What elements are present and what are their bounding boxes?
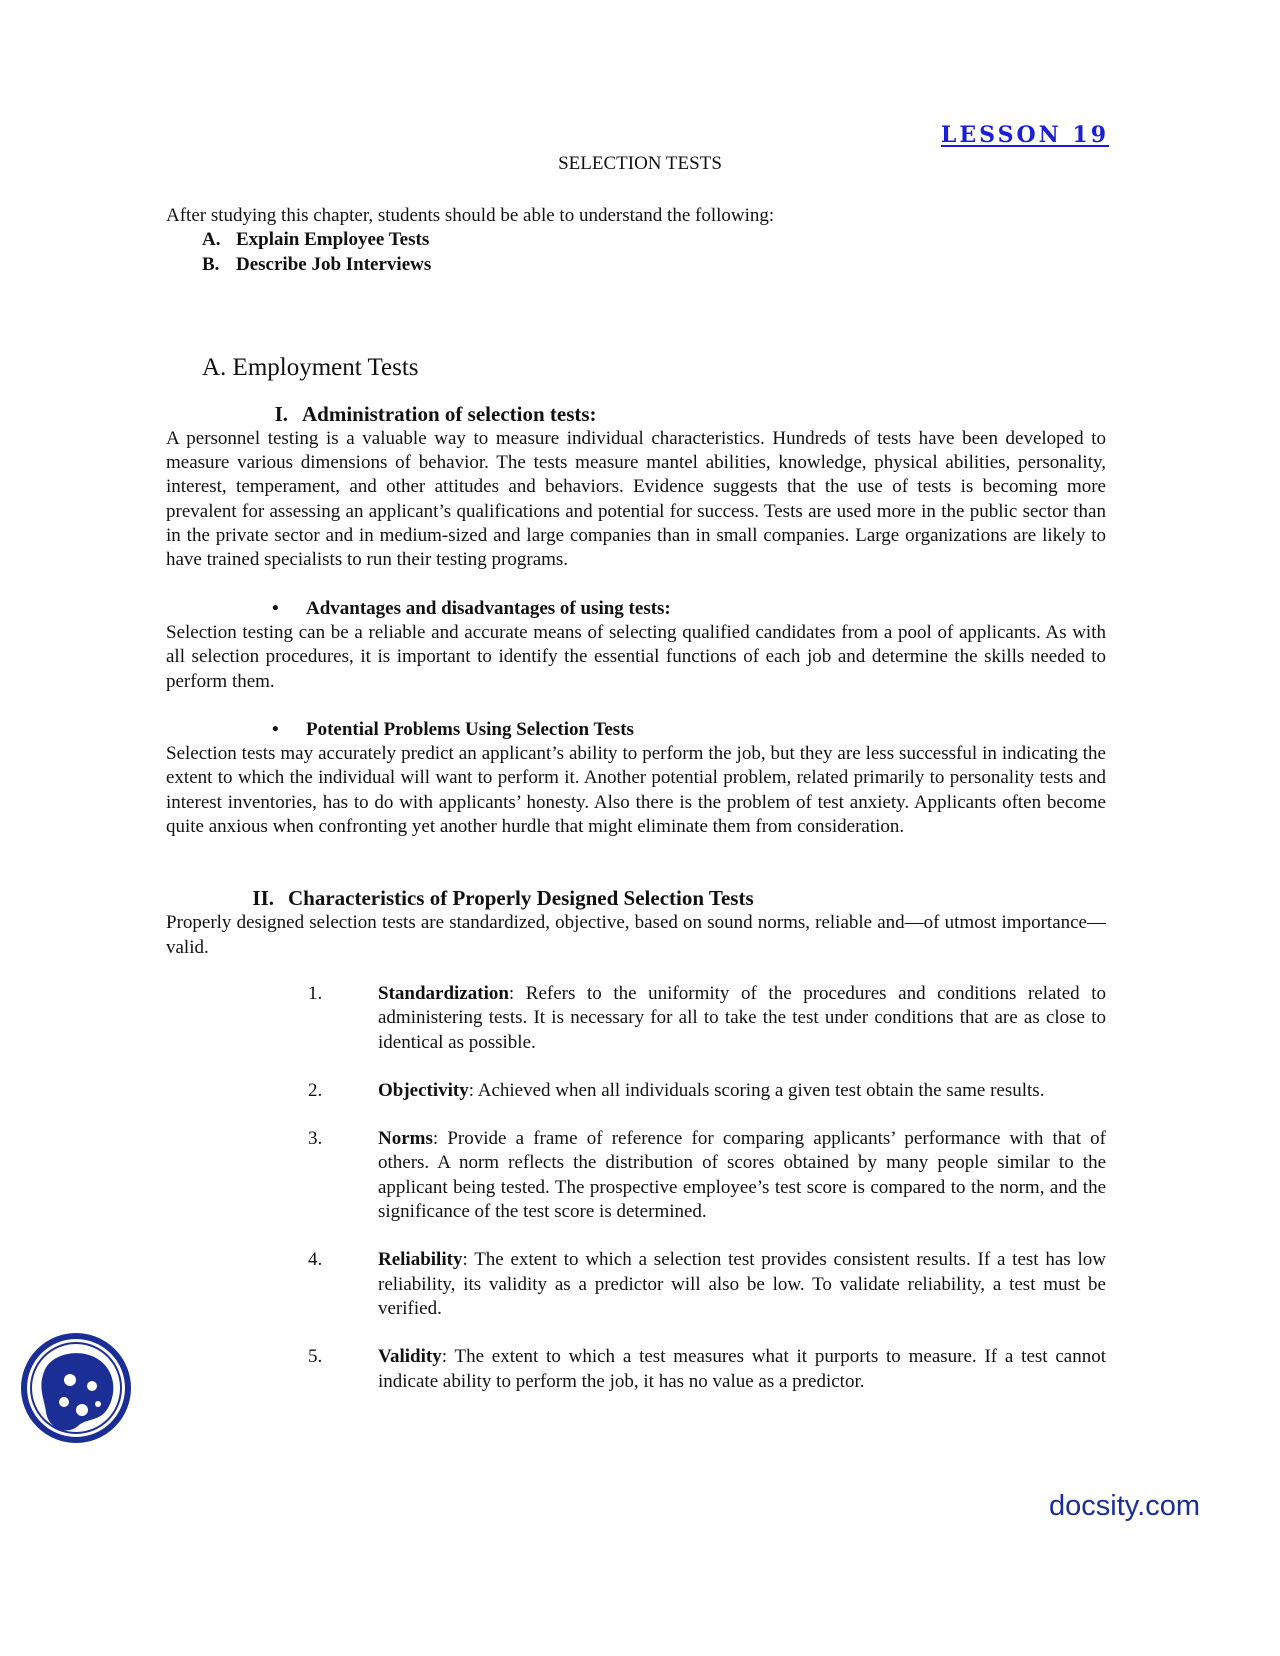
body-paragraph: Selection tests may accurately predict an applicant’s ability to perform the job, but they are less successful in indicating the extent to which the individual will want to perform it. Another potential problem, related primarily to personality tests and interest inventories, has to do with applicants’ honesty. Also there is the problem of test anxiety. Applicants often become quite anxious when confronting yet another hurdle that might eliminate them from consideration. <box>166 743 1106 838</box>
item-text <box>378 1079 1106 1103</box>
list-item <box>166 1127 1106 1224</box>
item-description: : The extent to which a selection test provides consistent results. If a test has low reliability, its validity as a predictor will also be low. To validate reliability, a test must be verified. <box>378 1249 1106 1319</box>
item-number: 2. <box>308 1079 323 1101</box>
item-text <box>378 1127 1106 1224</box>
objective-item <box>202 253 1106 277</box>
bullet-heading <box>272 597 1106 621</box>
bullet-heading <box>272 718 1106 742</box>
item-text <box>378 982 1106 1055</box>
item-term: Validity <box>378 1346 442 1368</box>
document-title: SELECTION TESTS <box>558 153 722 174</box>
item-number: 5. <box>308 1346 323 1368</box>
subsection-number: I. <box>274 401 288 426</box>
bullet-icon: • <box>272 597 279 619</box>
bullet-heading-text: Potential Problems Using Selection Tests <box>306 718 634 740</box>
item-text <box>378 1248 1106 1321</box>
item-number: 1. <box>308 982 323 1004</box>
subsection-heading-1 <box>254 401 1106 427</box>
subsection-title: Characteristics of Properly Designed Selection Tests <box>288 886 754 911</box>
item-term: Reliability <box>378 1249 463 1271</box>
item-term: Norms <box>378 1128 433 1150</box>
docsity-logo-icon[interactable] <box>20 1332 132 1449</box>
item-number: 3. <box>308 1128 323 1150</box>
item-description: : Provide a frame of reference for comparing applicants’ performance with that of others. A norm reflects the distribution of scores obtained by many people similar to the applicant being tested. The prospective employee’s test score is compared to the norm, and the significance of the test score is determined. <box>378 1128 1106 1223</box>
list-item <box>166 1079 1106 1103</box>
item-term: Objectivity <box>378 1079 469 1101</box>
characteristics-list <box>166 982 1106 1394</box>
subsection-title: Administration of selection tests: <box>302 401 597 426</box>
subsection-heading-2 <box>240 885 1106 911</box>
list-item <box>166 982 1106 1055</box>
item-text <box>378 1345 1106 1394</box>
intro-text: After studying this chapter, students should be able to understand the following: <box>166 205 775 226</box>
objective-item <box>202 228 1106 252</box>
body-paragraph: A personnel testing is a valuable way to measure individual characteristics. Hundreds of tests have been developed to measure various dimensions of behavior. The tests measure mantel abilities, knowledge, physical abilities, personality, interest, temperament, and other attitudes and behaviors. Evidence suggests that the use of tests is becoming more prevalent for assessing an applicant’s qualifications and potential for success. Tests are used more in the public sector than in the private sector and in medium-sized and large companies than in small companies. Large organizations are likely to have trained specialists to run their testing programs. <box>166 427 1106 571</box>
section-heading: A. Employment Tests <box>202 353 419 381</box>
item-number: 4. <box>308 1249 323 1271</box>
item-description: : Achieved when all individuals scoring a given test obtain the same results. <box>468 1079 1045 1101</box>
objective-text: Describe Job Interviews <box>236 253 432 275</box>
list-item <box>166 1248 1106 1321</box>
site-link[interactable]: docsity.com <box>1049 1490 1200 1522</box>
objective-marker: A. <box>202 229 221 251</box>
objective-marker: B. <box>202 253 220 275</box>
bullet-icon: • <box>272 718 279 740</box>
bullet-heading-text: Advantages and disadvantages of using tests: <box>306 597 671 619</box>
objective-text: Explain Employee Tests <box>236 229 430 251</box>
item-term: Standardization <box>378 982 509 1004</box>
body-paragraph: Properly designed selection tests are standardized, objective, based on sound norms, reliable and—of utmost importance—valid. <box>166 912 1106 958</box>
item-description: : The extent to which a test measures what it purports to measure. If a test cannot indicate ability to perform the job, it has no value as a predictor. <box>378 1346 1106 1392</box>
item-description: : Refers to the uniformity of the procedures and conditions related to administering tests. It is necessary for all to take the test under conditions that are as close to identical as possible. <box>378 982 1106 1053</box>
document-content <box>166 204 1106 1418</box>
body-paragraph: Selection testing can be a reliable and accurate means of selecting qualified candidates from a pool of applicants. As with all selection procedures, it is important to identify the essential functions of each job and determine the skills needed to perform them. <box>166 621 1106 692</box>
lesson-label: LESSON 19 <box>940 122 1109 148</box>
docsity-logo-svg <box>20 1332 132 1444</box>
objectives-list <box>166 228 1106 277</box>
subsection-number: II. <box>252 886 274 911</box>
list-item <box>166 1345 1106 1394</box>
